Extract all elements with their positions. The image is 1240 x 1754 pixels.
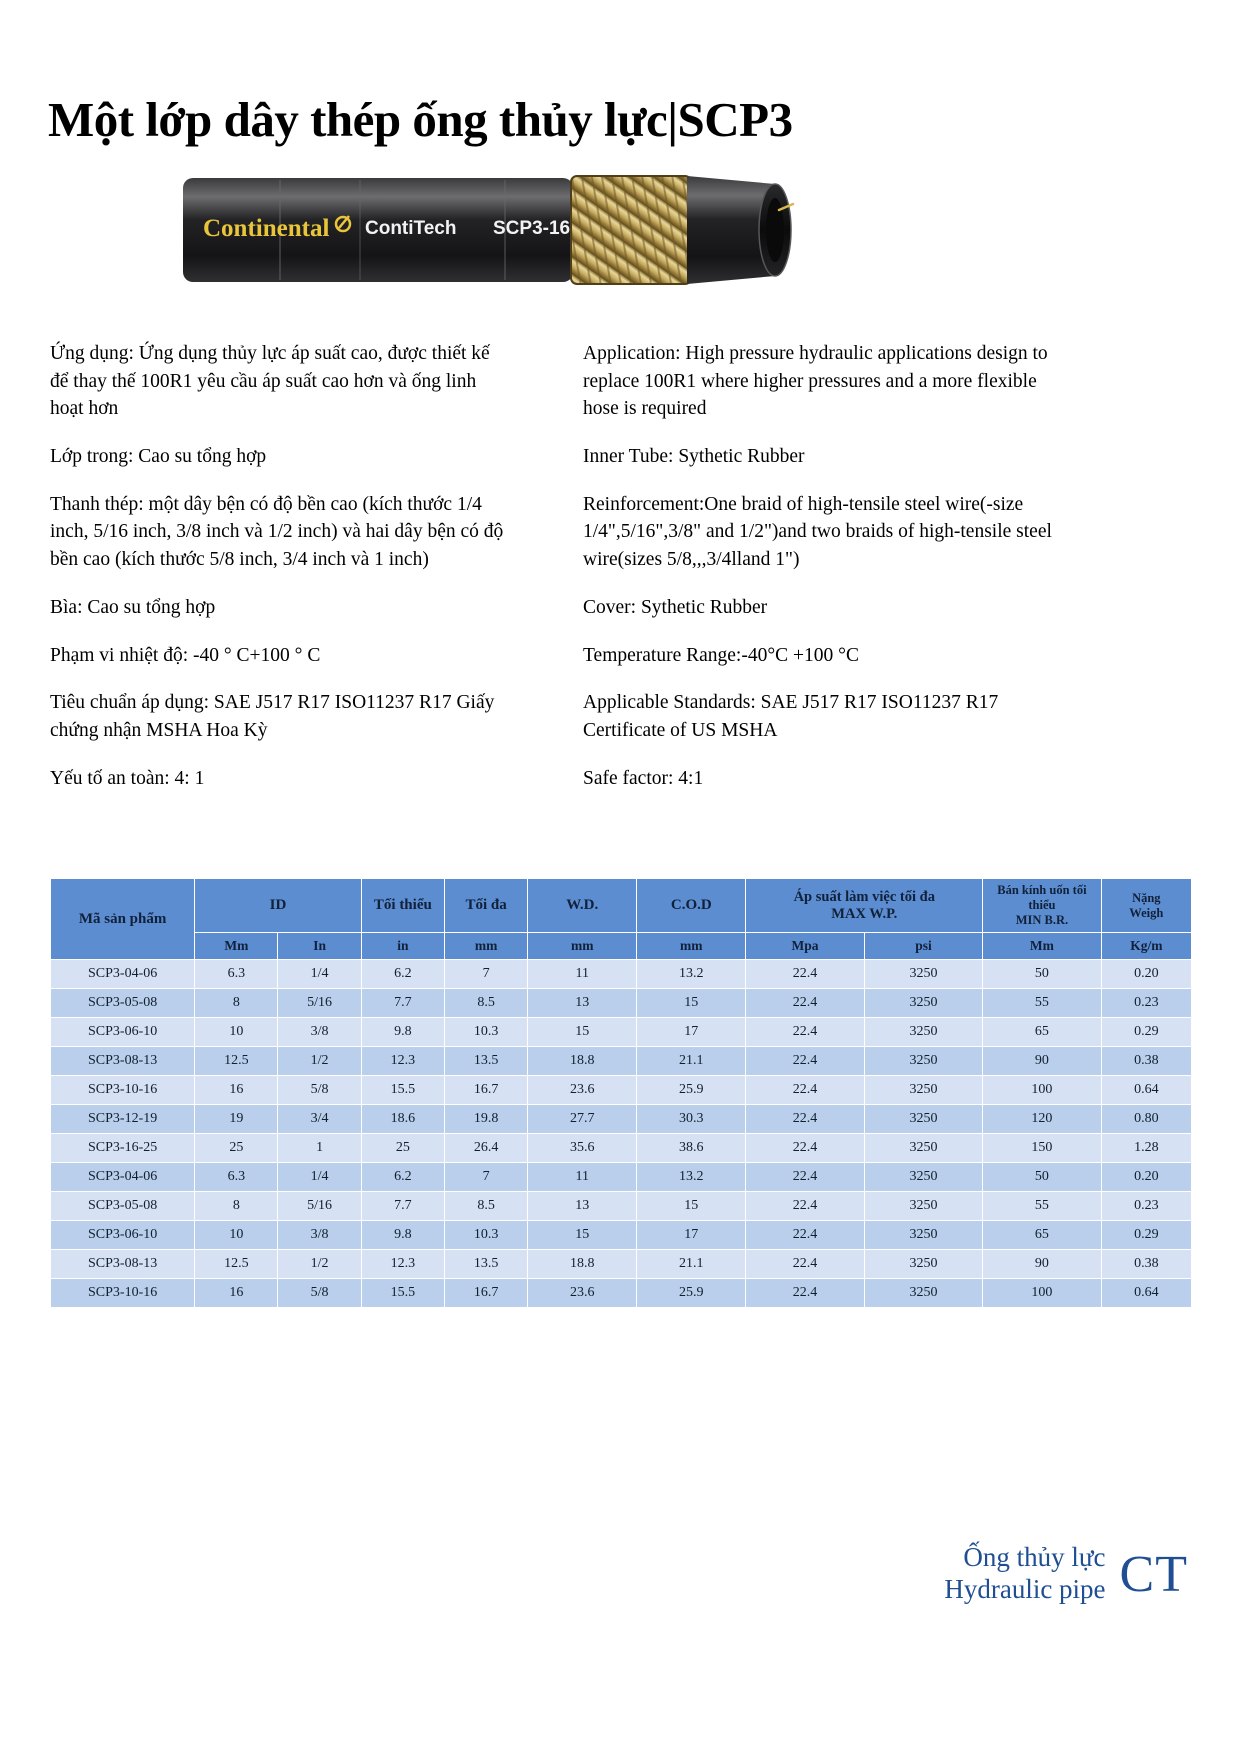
table-cell: 18.8 xyxy=(528,1047,637,1076)
cell-product-code: SCP3-06-10 xyxy=(51,1018,195,1047)
table-cell: 30.3 xyxy=(637,1105,746,1134)
table-cell: 5/8 xyxy=(278,1279,361,1308)
unit-weight-kgm: Kg/m xyxy=(1101,933,1191,960)
table-head xyxy=(51,879,1192,960)
table-cell: 22.4 xyxy=(746,989,864,1018)
table-cell: 22.4 xyxy=(746,960,864,989)
table-cell: 1 xyxy=(278,1134,361,1163)
desc-vi-inner-tube: Lớp trong: Cao su tổng hợp xyxy=(50,446,267,468)
th-br-line1: Bán kính uốn tối thiểu xyxy=(997,883,1087,912)
table-cell: 21.1 xyxy=(637,1250,746,1279)
table-cell: 7.7 xyxy=(361,1192,444,1221)
th-min-bend-radius xyxy=(983,879,1101,933)
table-row xyxy=(51,960,1192,989)
table-cell: 5/16 xyxy=(278,1192,361,1221)
table-cell: 3/8 xyxy=(278,1221,361,1250)
table-cell: 1/4 xyxy=(278,1163,361,1192)
table-cell: 25 xyxy=(361,1134,444,1163)
table-cell: 12.3 xyxy=(361,1250,444,1279)
table-cell: 11 xyxy=(528,1163,637,1192)
table-row xyxy=(51,1163,1192,1192)
table-cell: 3250 xyxy=(864,1105,982,1134)
table-cell: 22.4 xyxy=(746,1134,864,1163)
table-cell: 0.29 xyxy=(1101,1221,1191,1250)
table-cell: 22.4 xyxy=(746,1192,864,1221)
table-cell: 0.23 xyxy=(1101,1192,1191,1221)
th-weight xyxy=(1101,879,1191,933)
table-cell: 19.8 xyxy=(444,1105,527,1134)
table-cell: 3250 xyxy=(864,1163,982,1192)
table-cell: 25.9 xyxy=(637,1279,746,1308)
table-cell: 10 xyxy=(195,1221,278,1250)
table-cell: 38.6 xyxy=(637,1134,746,1163)
table-cell: 16 xyxy=(195,1279,278,1308)
cell-product-code: SCP3-04-06 xyxy=(51,960,195,989)
unit-mpa: Mpa xyxy=(746,933,864,960)
table-cell: 15.5 xyxy=(361,1076,444,1105)
table-cell: 22.4 xyxy=(746,1279,864,1308)
table-cell: 16.7 xyxy=(444,1076,527,1105)
cell-product-code: SCP3-10-16 xyxy=(51,1076,195,1105)
desc-en-safe-factor: Safe factor: 4:1 xyxy=(583,767,704,789)
table-cell: 0.38 xyxy=(1101,1250,1191,1279)
table-cell: 17 xyxy=(637,1018,746,1047)
table-cell: 150 xyxy=(983,1134,1101,1163)
desc-en-inner-tube: Inner Tube: Sythetic Rubber xyxy=(583,446,805,468)
table-cell: 12.5 xyxy=(195,1047,278,1076)
table-cell: 3250 xyxy=(864,1192,982,1221)
table-cell: 7.7 xyxy=(361,989,444,1018)
unit-max-mm: mm xyxy=(444,933,527,960)
table-cell: 13.5 xyxy=(444,1047,527,1076)
table-cell: 15 xyxy=(637,989,746,1018)
table-cell: 0.20 xyxy=(1101,960,1191,989)
hydraulic-hose-illustration xyxy=(175,150,795,310)
table-cell: 10 xyxy=(195,1018,278,1047)
table-cell: 1.28 xyxy=(1101,1134,1191,1163)
table-cell: 3250 xyxy=(864,960,982,989)
table-cell: 13 xyxy=(528,1192,637,1221)
table-cell: 0.80 xyxy=(1101,1105,1191,1134)
table-row xyxy=(51,1047,1192,1076)
desc-vi-application: Ứng dụng: Ứng dụng thủy lực áp suất cao, được thiết kế để thay thế 100R1 yêu cầu áp suất cao hơn và ống linh hoạt hơn xyxy=(50,343,490,420)
table-cell: 25 xyxy=(195,1134,278,1163)
table-cell: 22.4 xyxy=(746,1076,864,1105)
table-cell: 10.3 xyxy=(444,1018,527,1047)
desc-en-reinforcement: Reinforcement:One braid of high-tensile steel wire(-size 1/4",5/16",3/8" and 1/2")and two braids of high-tensile steel wire(sizes 5/8,,,3/4lland 1") xyxy=(583,493,1052,571)
table-row xyxy=(51,1250,1192,1279)
table-cell: 12.5 xyxy=(195,1250,278,1279)
cell-product-code: SCP3-08-13 xyxy=(51,1047,195,1076)
table-cell: 3250 xyxy=(864,1250,982,1279)
table-cell: 3250 xyxy=(864,1076,982,1105)
table-cell: 7 xyxy=(444,1163,527,1192)
table-cell: 10.3 xyxy=(444,1221,527,1250)
table-cell: 22.4 xyxy=(746,1105,864,1134)
table-cell: 0.23 xyxy=(1101,989,1191,1018)
unit-wd-mm: mm xyxy=(528,933,637,960)
table-cell: 25.9 xyxy=(637,1076,746,1105)
table-cell: 50 xyxy=(983,1163,1101,1192)
table-row xyxy=(51,1018,1192,1047)
table-cell: 6.3 xyxy=(195,1163,278,1192)
footer-line-vi: Ống thủy lực xyxy=(963,1542,1106,1573)
cell-product-code: SCP3-08-13 xyxy=(51,1250,195,1279)
table-cell: 55 xyxy=(983,1192,1101,1221)
table-cell: 15 xyxy=(528,1018,637,1047)
table-cell: 22.4 xyxy=(746,1018,864,1047)
footer xyxy=(944,1542,1188,1606)
table-cell: 22.4 xyxy=(746,1163,864,1192)
table-cell: 3/4 xyxy=(278,1105,361,1134)
cell-product-code: SCP3-16-25 xyxy=(51,1134,195,1163)
table-cell: 15 xyxy=(528,1221,637,1250)
table-cell: 100 xyxy=(983,1076,1101,1105)
table-cell: 3250 xyxy=(864,1047,982,1076)
table-cell: 8.5 xyxy=(444,1192,527,1221)
specification-table xyxy=(50,878,1192,1308)
table-cell: 90 xyxy=(983,1047,1101,1076)
table-cell: 27.7 xyxy=(528,1105,637,1134)
table-cell: 15 xyxy=(637,1192,746,1221)
table-cell: 23.6 xyxy=(528,1279,637,1308)
table-cell: 3250 xyxy=(864,989,982,1018)
product-image xyxy=(175,150,795,310)
th-id: ID xyxy=(195,879,362,933)
description-column-vi xyxy=(50,340,510,812)
table-cell: 23.6 xyxy=(528,1076,637,1105)
table-cell: 15.5 xyxy=(361,1279,444,1308)
table-cell: 7 xyxy=(444,960,527,989)
table-cell: 8.5 xyxy=(444,989,527,1018)
table-cell: 8 xyxy=(195,989,278,1018)
desc-en-cover: Cover: Sythetic Rubber xyxy=(583,596,768,618)
page-title: Một lớp dây thép ống thủy lực|SCP3 xyxy=(48,91,793,147)
table-cell: 13.2 xyxy=(637,1163,746,1192)
cell-product-code: SCP3-05-08 xyxy=(51,1192,195,1221)
th-max-working-pressure xyxy=(746,879,983,933)
table-cell: 17 xyxy=(637,1221,746,1250)
table-header-row xyxy=(51,879,1192,933)
table-cell: 0.38 xyxy=(1101,1047,1191,1076)
table-cell: 1/2 xyxy=(278,1047,361,1076)
table-row xyxy=(51,1221,1192,1250)
footer-line-en: Hydraulic pipe xyxy=(944,1574,1106,1605)
unit-id-in: In xyxy=(278,933,361,960)
unit-id-mm: Mm xyxy=(195,933,278,960)
table-cell: 18.8 xyxy=(528,1250,637,1279)
cell-product-code: SCP3-12-19 xyxy=(51,1105,195,1134)
table-cell: 6.2 xyxy=(361,960,444,989)
table-cell: 22.4 xyxy=(746,1221,864,1250)
th-cod: C.O.D xyxy=(637,879,746,933)
desc-vi-reinforcement: Thanh thép: một dây bện có độ bền cao (kích thước 1/4 inch, 5/16 inch, 3/8 inch và 1/2 inch) và hai dây bện có độ bền cao (kích thước 5/8 inch, 3/4 inch và 1 inch) xyxy=(50,493,504,571)
desc-vi-temperature: Phạm vi nhiệt độ: -40 ° C+100 ° C xyxy=(50,644,321,666)
table-row xyxy=(51,989,1192,1018)
table-cell: 1/2 xyxy=(278,1250,361,1279)
table-cell: 65 xyxy=(983,1221,1101,1250)
th-max: Tối đa xyxy=(444,879,527,933)
th-wd: W.D. xyxy=(528,879,637,933)
table-cell: 16.7 xyxy=(444,1279,527,1308)
unit-br-mm: Mm xyxy=(983,933,1101,960)
th-product-code: Mã sản phẩm xyxy=(51,879,195,960)
table-cell: 11 xyxy=(528,960,637,989)
unit-psi: psi xyxy=(864,933,982,960)
table-cell: 5/16 xyxy=(278,989,361,1018)
table-cell: 16 xyxy=(195,1076,278,1105)
company-logo: CT xyxy=(1119,1545,1188,1603)
table-cell: 0.29 xyxy=(1101,1018,1191,1047)
hose-model-label: SCP3-16 xyxy=(493,218,571,239)
unit-cod-mm: mm xyxy=(637,933,746,960)
table-row xyxy=(51,1105,1192,1134)
table-cell: 0.64 xyxy=(1101,1279,1191,1308)
th-weight-line1: Nặng xyxy=(1132,890,1161,905)
table-cell: 3250 xyxy=(864,1134,982,1163)
table-cell: 3250 xyxy=(864,1018,982,1047)
cell-product-code: SCP3-05-08 xyxy=(51,989,195,1018)
table-cell: 6.3 xyxy=(195,960,278,989)
table-row xyxy=(51,1279,1192,1308)
table-cell: 8 xyxy=(195,1192,278,1221)
cell-product-code: SCP3-06-10 xyxy=(51,1221,195,1250)
desc-en-temperature: Temperature Range:-40°C +100 °C xyxy=(583,644,859,666)
table-row xyxy=(51,1134,1192,1163)
table-cell: 3/8 xyxy=(278,1018,361,1047)
table-cell: 55 xyxy=(983,989,1101,1018)
table-row xyxy=(51,1076,1192,1105)
table-cell: 9.8 xyxy=(361,1221,444,1250)
table-cell: 13 xyxy=(528,989,637,1018)
table-cell: 3250 xyxy=(864,1279,982,1308)
table-cell: 21.1 xyxy=(637,1047,746,1076)
table-cell: 0.64 xyxy=(1101,1076,1191,1105)
table-cell: 13.5 xyxy=(444,1250,527,1279)
table-cell: 0.20 xyxy=(1101,1163,1191,1192)
table-cell: 9.8 xyxy=(361,1018,444,1047)
table-cell: 6.2 xyxy=(361,1163,444,1192)
th-weight-line2: Weigh xyxy=(1129,905,1164,920)
table-units-row xyxy=(51,933,1192,960)
desc-vi-safe-factor: Yếu tố an toàn: 4: 1 xyxy=(50,767,205,789)
desc-vi-standards: Tiêu chuẩn áp dụng: SAE J517 R17 ISO11237 R17 Giấy chứng nhận MSHA Hoa Kỳ xyxy=(50,692,495,741)
th-br-line2: MIN B.R. xyxy=(1015,913,1069,927)
table-cell: 22.4 xyxy=(746,1250,864,1279)
table-cell: 65 xyxy=(983,1018,1101,1047)
description-column-en xyxy=(583,340,1063,812)
table-cell: 13.2 xyxy=(637,960,746,989)
cell-product-code: SCP3-04-06 xyxy=(51,1163,195,1192)
table-cell: 22.4 xyxy=(746,1047,864,1076)
table-cell: 50 xyxy=(983,960,1101,989)
table-body xyxy=(51,960,1192,1308)
table-row xyxy=(51,1192,1192,1221)
table-cell: 19 xyxy=(195,1105,278,1134)
th-min: Tối thiểu xyxy=(361,879,444,933)
table-cell: 35.6 xyxy=(528,1134,637,1163)
table-cell: 100 xyxy=(983,1279,1101,1308)
footer-text xyxy=(944,1542,1105,1606)
hose-brand-label: Continental xyxy=(203,215,330,242)
desc-en-standards: Applicable Standards: SAE J517 R17 ISO11237 R17 Certificate of US MSHA xyxy=(583,692,999,741)
unit-min-in: in xyxy=(361,933,444,960)
table-cell: 1/4 xyxy=(278,960,361,989)
table-cell: 90 xyxy=(983,1250,1101,1279)
hose-subbrand-label: ContiTech xyxy=(365,218,457,239)
th-maxwp-line2: MAX W.P. xyxy=(831,905,898,922)
cell-product-code: SCP3-10-16 xyxy=(51,1279,195,1308)
specification-table-wrapper xyxy=(50,878,1192,1308)
table-cell: 120 xyxy=(983,1105,1101,1134)
table-cell: 5/8 xyxy=(278,1076,361,1105)
desc-vi-cover: Bìa: Cao su tổng hợp xyxy=(50,596,216,618)
table-cell: 3250 xyxy=(864,1221,982,1250)
th-maxwp-line1: Áp suất làm việc tối đa xyxy=(793,888,935,905)
table-cell: 26.4 xyxy=(444,1134,527,1163)
desc-en-application: Application: High pressure hydraulic applications design to replace 100R1 where higher pressures and a more flexible hose is required xyxy=(583,343,1048,420)
table-cell: 12.3 xyxy=(361,1047,444,1076)
table-cell: 18.6 xyxy=(361,1105,444,1134)
